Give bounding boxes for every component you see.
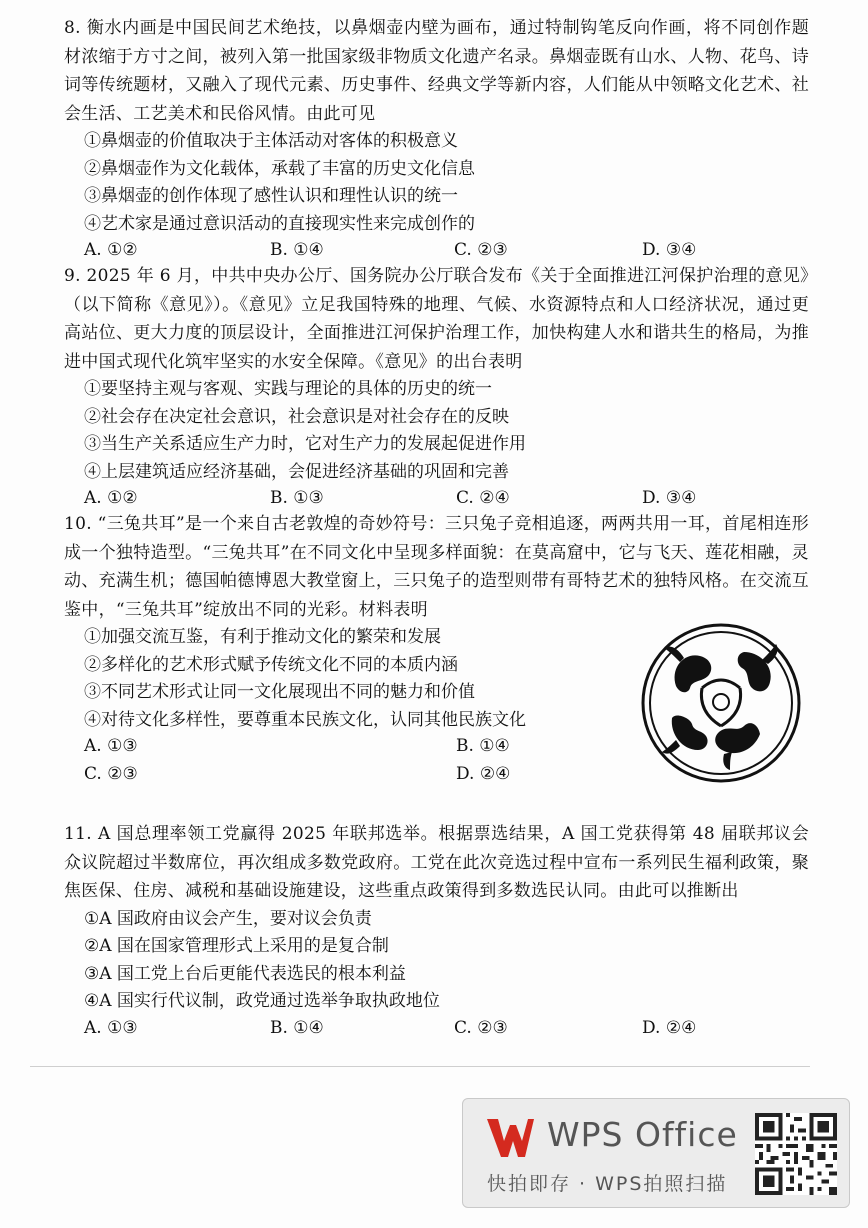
question-11-option-4: ④A 国实行代议制，政党通过选举争取执政地位 <box>84 991 440 1011</box>
choice-a: A. ①② <box>84 488 138 508</box>
question-10-stem: 10. “三兔共耳”是一个来自古老敦煌的奇妙符号：三只兔子竞相追逐，两两共用一耳，首尾相连形成一个独特造型。“三兔共耳”在不同文化中呈现多样面貌：在莫高窟中，它与飞天、莲花相融，灵动、充满生机；德国帕德博恩大教堂窗上，三只兔子的造型则带有哥特艺术的独特风格。在交流互鉴中，“三兔共耳”绽放出不同的光彩。材料表明 <box>64 514 809 620</box>
question-8-stem: 8. 衡水内画是中国民间艺术绝技，以鼻烟壶内壁为画布，通过特制钩笔反向作画，将不同创作题材浓缩于方寸之间，被列入第一批国家级非物质文化遗产名录。鼻烟壶既有山水、人物、花鸟、诗词等传统题材，又融入了现代元素、历史事件、经典文学等新内容，人们能从中领略文化艺术、社会生活、工艺美术和民俗风情。由此可见 <box>64 18 809 124</box>
choice-b: B. ①④ <box>270 240 324 260</box>
choice-a: A. ①② <box>84 240 138 260</box>
choice-b: B. ①④ <box>270 1017 324 1038</box>
question-9-option-2: ②社会存在决定社会意识，社会意识是对社会存在的反映 <box>84 406 509 427</box>
choice-d: D. ③④ <box>642 488 697 508</box>
qr-code-icon <box>755 1113 837 1195</box>
choice-d: D. ③④ <box>642 240 697 260</box>
question-11 <box>64 820 809 1044</box>
choice-c: C. ②④ <box>456 488 510 508</box>
choice-d: D. ②④ <box>456 764 511 784</box>
question-9-option-4: ④上层建筑适应经济基础，会促进经济基础的巩固和完善 <box>84 461 509 482</box>
page-bottom-divider <box>30 1066 810 1067</box>
wps-tagline: 快拍即存 · WPS拍照扫描 <box>487 1173 728 1195</box>
wps-watermark <box>462 1098 850 1208</box>
question-10-option-3: ③不同艺术形式让同一文化展现出不同的魅力和价值 <box>84 682 475 702</box>
question-9 <box>64 262 809 514</box>
question-8-option-3: ③鼻烟壶的创作体现了感性认识和理性认识的统一 <box>84 186 458 206</box>
choice-c: C. ②③ <box>84 764 138 784</box>
choice-d: D. ②④ <box>642 1017 697 1038</box>
question-11-option-1: ①A 国政府由议会产生，要对议会负责 <box>84 908 372 929</box>
choice-c: C. ②③ <box>454 240 508 260</box>
question-9-option-1: ①要坚持主观与客观、实践与理论的具体的历史的统一 <box>84 379 492 399</box>
question-9-option-3: ③当生产关系适应生产力时，它对生产力的发展起促进作用 <box>84 434 526 454</box>
choice-b: B. ①④ <box>456 736 510 756</box>
question-11-stem: 11. A 国总理率领工党赢得 2025 年联邦选举。根据票选结果，A 国工党获得第 48 届联邦议会众议院超过半数席位，再次组成多数党政府。工党在此次竞选过程中宣布一系列民生福利政策，聚焦医保、住房、减税和基础设施建设，这些重点政策得到多数选民认同。由此可以推断出 <box>64 824 809 901</box>
question-10-option-2: ②多样化的艺术形式赋予传统文化不同的本质内涵 <box>84 654 458 675</box>
wps-logo-icon <box>485 1115 535 1161</box>
question-11-option-2: ②A 国在国家管理形式上采用的是复合制 <box>84 936 389 956</box>
question-8-option-2: ②鼻烟壶作为文化载体，承载了丰富的历史文化信息 <box>84 158 475 179</box>
question-11-option-3: ③A 国工党上台后更能代表选民的根本利益 <box>84 963 406 984</box>
question-10-option-4: ④对待文化多样性，要尊重本民族文化，认同其他民族文化 <box>84 709 526 730</box>
wps-brand-name: WPS Office <box>547 1115 738 1154</box>
question-9-stem: 9. 2025 年 6 月，中共中央办公厅、国务院办公厅联合发布《关于全面推进江河保护治理的意见》（以下简称《意见》）。《意见》立足我国特殊的地理、气候、水资源特点和人口经济状况，通过更高站位、更大力度的顶层设计，全面推进江河保护治理工作，加快构建人水和谐共生的格局，为推进中国式现代化筑牢坚实的水安全保障。《意见》的出台表明 <box>64 266 809 372</box>
question-11-choices <box>64 1016 809 1044</box>
question-10-option-1: ①加强交流互鉴，有利于推动文化的繁荣和发展 <box>84 627 441 647</box>
question-8-option-1: ①鼻烟壶的价值取决于主体活动对客体的积极意义 <box>84 131 458 151</box>
choice-a: A. ①③ <box>84 1017 138 1038</box>
three-hares-symbol <box>640 622 802 784</box>
choice-a: A. ①③ <box>84 736 138 756</box>
question-8-option-4: ④艺术家是通过意识活动的直接现实性来完成创作的 <box>84 213 475 234</box>
choice-b: B. ①③ <box>270 488 324 508</box>
choice-c: C. ②③ <box>454 1017 508 1038</box>
question-8 <box>64 14 809 266</box>
